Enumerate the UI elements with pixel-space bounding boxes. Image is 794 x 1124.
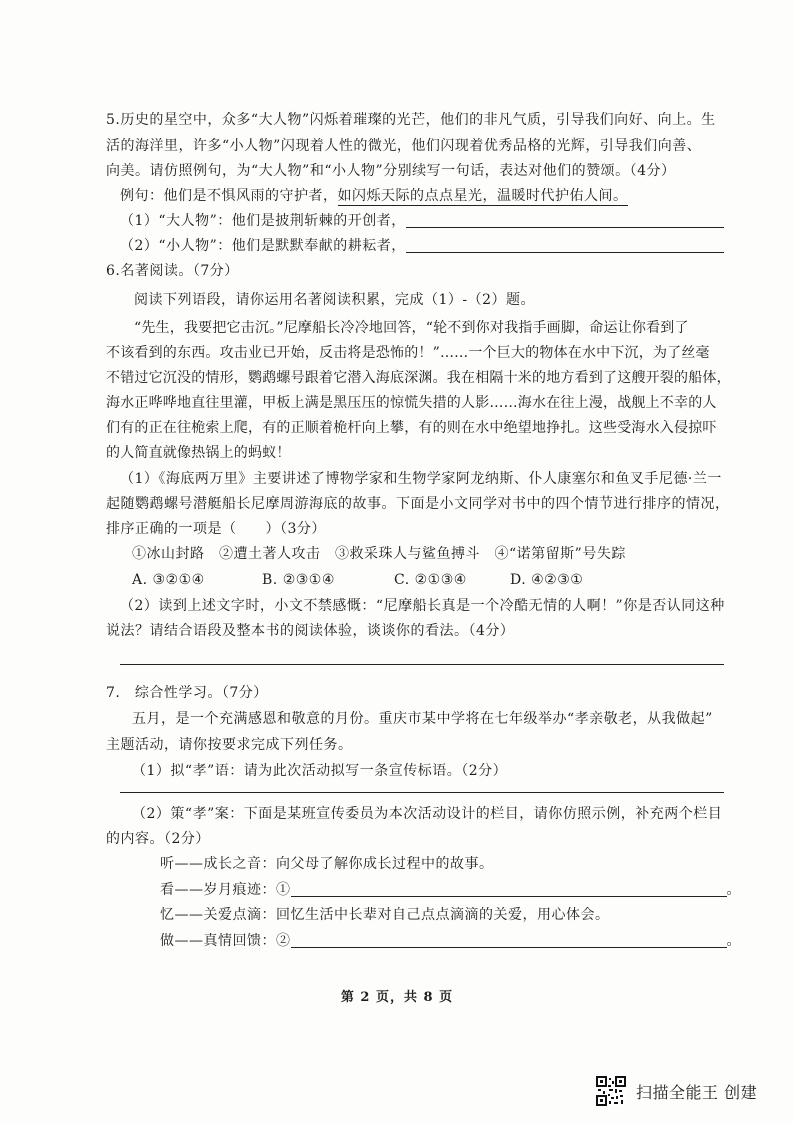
q7-title: 7. 综合性学习。（7分） (106, 685, 268, 701)
q7-column-do-answer-line[interactable] (291, 933, 727, 948)
q5-item2 (120, 236, 724, 256)
q6-sub1-line1: （1）《海底两万里》主要讲述了博物学家和生物学家阿龙纳斯、仆人康塞尔和鱼叉手尼德·兰一 (120, 471, 722, 487)
q5-line1: 5.历史的星空中，众多“大人物”闪烁着璀璨的光芒，他们的非凡气质，引导我们向好、向上。生 (106, 112, 716, 128)
q5-line3: 向美。请仿照例句，为“大人物”和“小人物”分别续写一句话，表达对他们的赞颂。（4分） (106, 163, 676, 179)
q7-task1-answer-line[interactable] (120, 792, 724, 793)
q5-example-underlined: 如闪烁天际的点点星光，温暖时代护佑人间。 (337, 188, 628, 204)
q7-column-do-text: 做——真情回馈：② (160, 933, 291, 949)
q6-passage-line: 不该看到的东西。攻击业已开始，反击将是恐怖的！”……一个巨大的物体在水中下沉，为了丝毫 (106, 345, 710, 361)
q7-column-do-period: 。 (726, 933, 741, 949)
q7-task2-line1: （2）策“孝”案：下面是某班宣传委员为本次活动设计的栏目，请你仿照示例，补充两个栏目 (132, 806, 723, 822)
q6-passage-line: 不错过它沉没的情形，鹦鹉螺号跟着它潜入海底深渊。我在相隔十米的地方看到了这艘开裂的船体， (106, 370, 731, 386)
q6-events: ①冰山封路 ②遭土著人攻击 ③救采珠人与鲨鱼搏斗 ④“诺第留斯”号失踪 (132, 546, 626, 562)
q7-column-listen: 听——成长之音：向父母了解你成长过程中的故事。 (160, 856, 494, 872)
q6-option-a[interactable]: A. ③②①④ (132, 572, 205, 588)
q6-sub2-line1: （2）读到上述文字时，小文不禁感慨：“尼摩船长真是一个冷酷无情的人啊！”你是否认同这种 (120, 598, 725, 614)
q6-title: 6.名著阅读。（7分） (106, 263, 239, 279)
q6-passage-line: 们有的正在往桅索上爬，有的正顺着桅杆向上攀，有的则在水中绝望地挣扎。这些受海水入侵掠吓 (106, 420, 717, 436)
scanner-watermark-text: 扫描全能王 创建 (636, 1082, 758, 1102)
q5-item2-text: （2）“小人物”：他们是默默奉献的耕耘者， (120, 238, 406, 254)
q5-line2: 活的海洋里，许多“小人物”闪现着人性的微光，他们闪现着优秀品格的光辉，引导我们向善、 (106, 138, 702, 154)
q7-column-look-answer-line[interactable] (291, 882, 727, 897)
q6-sub1-line3: 排序正确的一项是（ ）（3分） (106, 521, 326, 537)
q7-column-do (160, 931, 741, 951)
q5-item1 (120, 211, 724, 231)
q5-example-prefix: 例句：他们是不惧风雨的守护者， (120, 188, 338, 204)
q6-option-d[interactable]: D. ④②③① (510, 572, 584, 588)
q6-sub2-line2: 说法？请结合语段及整本书的阅读体验，谈谈你的看法。（4分） (106, 623, 515, 639)
q5-item1-text: （1）“大人物”：他们是披荆斩棘的开创者， (120, 213, 406, 229)
q7-task1: （1）拟“孝”语：请为此次活动拟写一条宣传标语。（2分） (132, 763, 508, 779)
scanner-watermark (596, 1076, 757, 1106)
q6-sub1-line2: 起随鹦鹉螺号潜艇船长尼摩周游海底的故事。下面是小文同学对书中的四个情节进行排序的情况， (106, 496, 730, 512)
q7-intro-line2: 主题活动，请你按要求完成下列任务。 (106, 737, 353, 753)
q6-sub2-answer-line[interactable] (120, 664, 724, 665)
q7-column-look (160, 880, 741, 900)
q6-passage-line: “先生，我要把它击沉。”尼摩船长冷冷地回答，“轮不到你对我指手画脚，命运让你看到了 (134, 320, 689, 336)
q7-task2-line2: 的内容。（2分） (106, 831, 210, 847)
q7-column-recall: 忆——关爱点滴：回忆生活中长辈对自己点点滴滴的关爱，用心体会。 (160, 907, 610, 923)
qr-code-icon (596, 1076, 626, 1106)
page-footer: 第 2 页，共 8 页 (340, 990, 454, 1005)
q6-option-b[interactable]: B. ②③①④ (262, 572, 335, 588)
q5-item2-answer-line[interactable] (406, 238, 724, 253)
q5-example (120, 186, 628, 206)
q5-item1-answer-line[interactable] (406, 213, 724, 228)
q7-intro-line1: 五月，是一个充满感恩和敬意的月份。重庆市某中学将在七年级举办“孝亲敬老，从我做起” (132, 711, 713, 727)
q7-column-look-text: 看——岁月痕迹：① (160, 882, 291, 898)
q6-option-c[interactable]: C. ②①③④ (394, 572, 467, 588)
q7-column-look-period: 。 (726, 882, 741, 898)
q6-passage-line: 海水正哗哗地直往里灌，甲板上满是黑压压的惊慌失措的人影……海水在往上漫，战舰上不幸的人 (106, 395, 717, 411)
q6-intro: 阅读下列语段，请你运用名著阅读积累，完成（1）-（2）题。 (134, 292, 536, 308)
q6-passage-line: 的人简直就像热锅上的蚂蚁！ (106, 445, 291, 461)
